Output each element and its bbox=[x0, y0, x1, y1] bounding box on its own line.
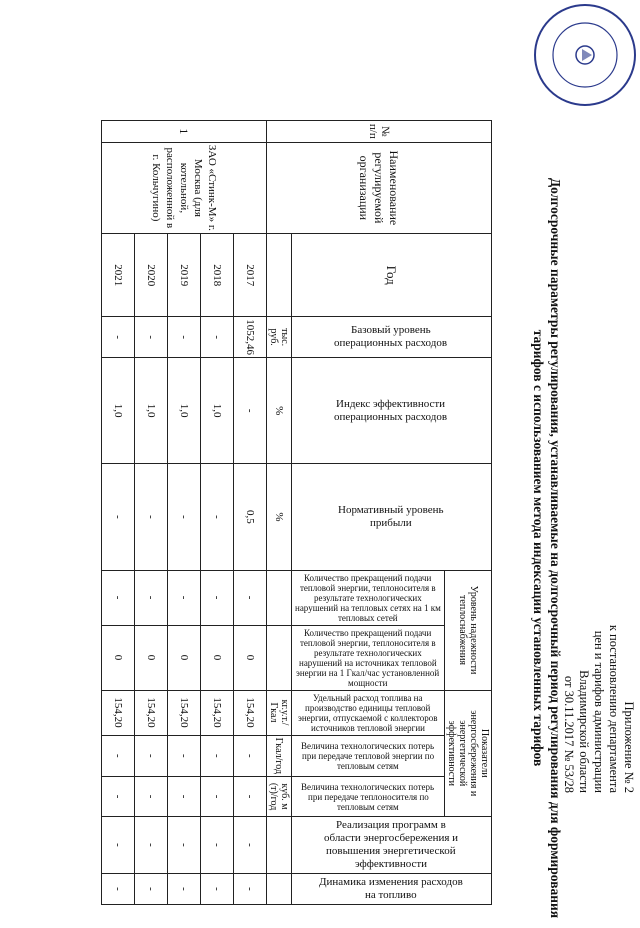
cell-norm: - bbox=[201, 464, 234, 570]
cell-en3: - bbox=[168, 777, 201, 817]
header-norm: Нормативный уровень прибыли bbox=[292, 464, 492, 570]
unit-programs bbox=[267, 816, 292, 873]
header-org: Наименование регулируемой организации bbox=[267, 142, 492, 233]
header-en2: Величина технологических потерь при передаче тепловой энергии по тепловым сетям bbox=[292, 735, 445, 777]
table-row bbox=[201, 121, 234, 905]
unit-fuel bbox=[267, 874, 292, 905]
cell-en2: - bbox=[201, 735, 234, 777]
cell-rel1: - bbox=[102, 570, 135, 625]
cell-en1: 154,20 bbox=[102, 690, 135, 735]
cell-base: - bbox=[168, 317, 201, 358]
cell-rel1: - bbox=[201, 570, 234, 625]
cell-base: - bbox=[135, 317, 168, 358]
cell-fuel: - bbox=[201, 874, 234, 905]
header-en1: Удельный расход топлива на производство единицы тепловой энергии, отпускаемой с коллекторов источников тепловой энергии bbox=[292, 690, 445, 735]
cell-en2: - bbox=[168, 735, 201, 777]
cell-en3: - bbox=[234, 777, 267, 817]
unit-en3: куб. м (т)/год bbox=[267, 777, 292, 817]
unit-norm: % bbox=[267, 464, 292, 570]
cell-rel2: 0 bbox=[135, 625, 168, 690]
table-units-row bbox=[267, 121, 292, 905]
header-energy: Показатели энергосбережения и энергетической эффективности bbox=[445, 690, 492, 816]
cell-programs: - bbox=[168, 816, 201, 873]
document-title bbox=[530, 168, 564, 928]
cell-en3: - bbox=[201, 777, 234, 817]
cell-rel1: - bbox=[234, 570, 267, 625]
cell-en2: - bbox=[102, 735, 135, 777]
cell-index: - bbox=[234, 358, 267, 464]
cell-fuel: - bbox=[135, 874, 168, 905]
header-rel1: Количество прекращений подачи тепловой энергии, теплоносителя в результате технологических нарушений на тепловых сетях на 1 км тепловых сетей bbox=[292, 570, 445, 625]
cell-base: 1052,46 bbox=[234, 317, 267, 358]
header-fuel: Динамика изменения расходов на топливо bbox=[292, 874, 492, 905]
cell-rel2: 0 bbox=[201, 625, 234, 690]
header-en3: Величина технологических потерь при передаче теплоносителя по тепловым сетям bbox=[292, 777, 445, 817]
unit-en2: Гкал/год bbox=[267, 735, 292, 777]
cell-programs: - bbox=[234, 816, 267, 873]
cell-fuel: - bbox=[102, 874, 135, 905]
table-row bbox=[135, 121, 168, 905]
cell-year: 2017 bbox=[234, 234, 267, 317]
title-line: Долгосрочные параметры регулирования, устанавливаемые на долгосрочный период регулирования для формирования bbox=[548, 177, 563, 919]
cell-year: 2018 bbox=[201, 234, 234, 317]
table-row bbox=[234, 121, 267, 905]
unit-rel2 bbox=[267, 625, 292, 690]
cell-rel1: - bbox=[168, 570, 201, 625]
cell-norm: - bbox=[102, 464, 135, 570]
header-year: Год bbox=[292, 234, 492, 317]
header-programs: Реализация программ в области энергосбережения и повышения энергетической эффективности bbox=[292, 816, 492, 873]
cell-en2: - bbox=[135, 735, 168, 777]
units-year bbox=[267, 234, 292, 317]
appendix-line: от 30.11.2017 № 53/28 bbox=[562, 675, 576, 793]
cell-norm: 0,5 bbox=[234, 464, 267, 570]
unit-rel1 bbox=[267, 570, 292, 625]
header-rel2: Количество прекращений подачи тепловой энергии, теплоносителя в результате технологических нарушений на источниках тепловой энергии на 1 Гкал/час установленной мощности bbox=[292, 625, 445, 690]
cell-programs: - bbox=[102, 816, 135, 873]
cell-rel2: 0 bbox=[234, 625, 267, 690]
cell-fuel: - bbox=[234, 874, 267, 905]
table-header-row bbox=[445, 121, 492, 905]
cell-rel2: 0 bbox=[168, 625, 201, 690]
cell-base: - bbox=[102, 317, 135, 358]
cell-norm: - bbox=[168, 464, 201, 570]
table-row bbox=[102, 121, 135, 905]
cell-en2: - bbox=[234, 735, 267, 777]
cell-en3: - bbox=[135, 777, 168, 817]
table-row bbox=[168, 121, 201, 905]
org-name: ЗАО «Стинк-М» г. Москва (для котельной, расположенной в г. Кольчугино) bbox=[102, 142, 267, 233]
cell-norm: - bbox=[135, 464, 168, 570]
header-index: Индекс эффективности операционных расходов bbox=[292, 358, 492, 464]
cell-index: 1,0 bbox=[201, 358, 234, 464]
cell-index: 1,0 bbox=[168, 358, 201, 464]
cell-rel1: - bbox=[135, 570, 168, 625]
cell-year: 2021 bbox=[102, 234, 135, 317]
cell-base: - bbox=[201, 317, 234, 358]
cell-year: 2020 bbox=[135, 234, 168, 317]
unit-base: тыс. руб. bbox=[267, 317, 292, 358]
cell-en1: 154,20 bbox=[234, 690, 267, 735]
cell-en3: - bbox=[102, 777, 135, 817]
cell-en1: 154,20 bbox=[135, 690, 168, 735]
cell-rel2: 0 bbox=[102, 625, 135, 690]
appendix-line: цен и тарифов администрации bbox=[592, 630, 606, 793]
cell-fuel: - bbox=[168, 874, 201, 905]
appendix-line: к постановлению департамента bbox=[607, 624, 621, 793]
cell-index: 1,0 bbox=[102, 358, 135, 464]
cell-programs: - bbox=[135, 816, 168, 873]
cell-index: 1,0 bbox=[135, 358, 168, 464]
appendix-line: Владимирской области bbox=[577, 670, 591, 793]
cell-en1: 154,20 bbox=[168, 690, 201, 735]
header-base: Базовый уровень операционных расходов bbox=[292, 317, 492, 358]
unit-index: % bbox=[267, 358, 292, 464]
title-line: тарифов с использованием метода индексации установленных тарифов bbox=[531, 329, 546, 767]
cell-year: 2019 bbox=[168, 234, 201, 317]
department-stamp bbox=[530, 0, 640, 110]
header-reliability: Уровень надежности теплоснабжения bbox=[445, 570, 492, 690]
header-num: № п/п bbox=[267, 121, 492, 143]
appendix-block bbox=[561, 625, 636, 793]
appendix-line: Приложение № 2 bbox=[622, 701, 636, 793]
parameters-table bbox=[101, 120, 492, 905]
cell-programs: - bbox=[201, 816, 234, 873]
cell-en1: 154,20 bbox=[201, 690, 234, 735]
stamp-emblem-mark bbox=[582, 49, 592, 61]
org-number: 1 bbox=[102, 121, 267, 143]
unit-en1: кг.у.т./Гкал bbox=[267, 690, 292, 735]
